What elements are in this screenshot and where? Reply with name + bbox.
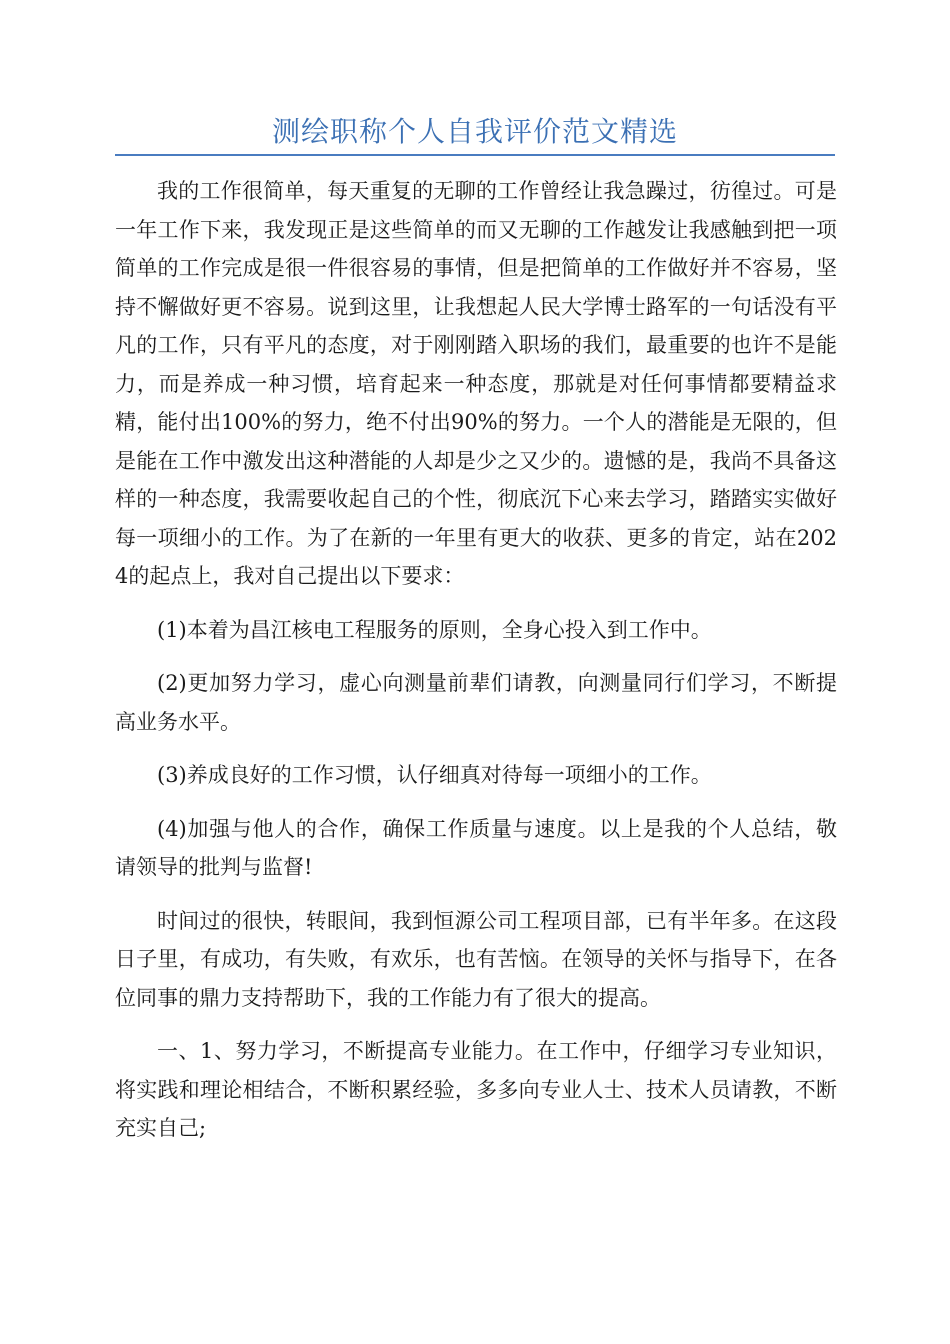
paragraph-requirement-2: (2)更加努力学习，虚心向测量前辈们请教，向测量同行们学习，不断提高业务水平。 [115,671,837,734]
paragraph-intro: 我的工作很简单，每天重复的无聊的工作曾经让我急躁过，彷徨过。可是一年工作下来，我发现正是这些简单的而又无聊的工作越发让我感触到把一项简单的工作完成是很一件很容易的事情，但是把简单的工作做好并不容易，坚持不懈做好更不容易。说到这里，让我想起人民大学博士路军的一句话没有平凡的工作，只有平凡的态度，对于刚刚踏入职场的我们，最重要的也许不是能力，而是养成一种习惯，培育起来一种态度，那就是对任何事情都要精益求精，能付出100%的努力，绝不付出90%的努力。一个人的潜能是无限的，但是能在工作中激发出这种潜能的人却是少之又少的。遗憾的是，我尚不具备这样的一种态度，我需要收起自己的个性，彻底沉下心来去学习，踏踏实实做好每一项细小的工作。为了在新的一年里有更大的收获、更多的肯定，站在2024的起点上，我对自己提出以下要求： [115,179,837,588]
document-title: 测绘职称个人自我评价范文精选 [271,115,678,148]
document-body [115,172,837,1163]
paragraph-requirement-4: (4)加强与他人的合作，确保工作质量与速度。以上是我的个人总结，敬请领导的批判与监督! [115,816,837,879]
paragraph-summary: 时间过的很快，转眼间，我到恒源公司工程项目部，已有半年多。在这段日子里，有成功，有失败，有欢乐，也有苦恼。在领导的关怀与指导下，在各位同事的鼎力支持帮助下，我的工作能力有了很大的提高。 [115,908,837,1010]
paragraph-requirement-3: (3)养成良好的工作习惯，认仔细真对待每一项细小的工作。 [157,763,712,787]
title-underline [115,154,835,156]
paragraph-section-1: 一、1、努力学习，不断提高专业能力。在工作中，仔细学习专业知识，将实践和理论相结合，不断积累经验，多多向专业人士、技术人员请教，不断充实自己; [115,1039,837,1140]
paragraph-requirement-1: (1)本着为昌江核电工程服务的原则，全身心投入到工作中。 [157,617,712,642]
